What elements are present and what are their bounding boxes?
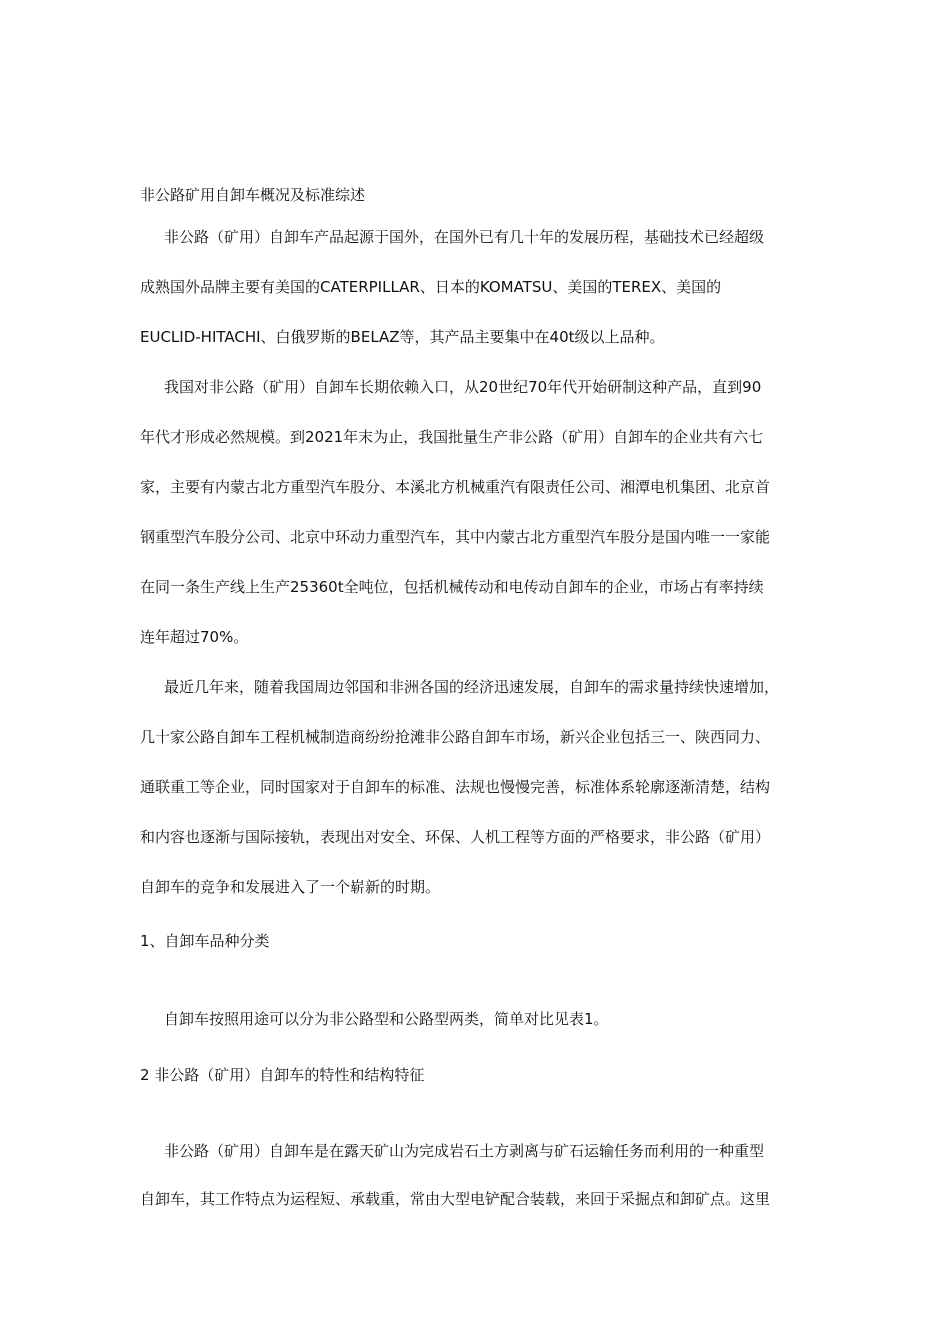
section-2-line-1: 非公路（矿用）自卸车是在露天矿山为完成岩石土方剥离与矿石运输任务而利用的一种重型 <box>164 1142 765 1160</box>
paragraph-3-line-3: 通联重工等企业，同时国家对于自卸车的标准、法规也慢慢完善，标准体系轮廓逐渐清楚，结构 <box>140 778 771 796</box>
section-1-heading: 1、自卸车品种分类 <box>140 932 270 950</box>
paragraph-2-line-3: 家，主要有内蒙古北方重型汽车股分、本溪北方机械重汽有限责任公司、湘潭电机集团、北京首 <box>140 478 771 496</box>
paragraph-2-line-2: 年代才形成必然规模。到2021年末为止，我国批量生产非公路（矿用）自卸车的企业共有六七 <box>140 428 764 446</box>
paragraph-3-line-4: 和内容也逐渐与国际接轨，表现出对安全、环保、人机工程等方面的严格要求，非公路（矿用） <box>140 828 771 846</box>
paragraph-3-line-1: 最近几年来，随着我国周边邻国和非洲各国的经济迅速发展，自卸车的需求量持续快速增加， <box>164 678 780 696</box>
paragraph-1-line-3: EUCLID-HITACHI、白俄罗斯的BELAZ等，其产品主要集中在40t级以上品种。 <box>140 328 665 346</box>
section-1-line-1: 自卸车按照用途可以分为非公路型和公路型两类，简单对比见表1。 <box>164 1010 609 1028</box>
paragraph-2-line-4: 钢重型汽车股分公司、北京中环动力重型汽车，其中内蒙古北方重型汽车股分是国内唯一一家能 <box>140 528 771 546</box>
paragraph-2-line-5: 在同一条生产线上生产25360t全吨位，包括机械传动和电传动自卸车的企业，市场占有率持续 <box>140 578 764 596</box>
paragraph-2-line-1: 我国对非公路（矿用）自卸车长期依赖入口，从20世纪70年代开始研制这种产品，直到90 <box>164 378 762 396</box>
paragraph-3-line-5: 自卸车的竞争和发展进入了一个崭新的时期。 <box>140 878 441 896</box>
section-2-line-2: 自卸车，其工作特点为运程短、承载重，常由大型电铲配合装载，来回于采掘点和卸矿点。这里 <box>140 1190 771 1208</box>
document-title: 非公路矿用自卸车概况及标准综述 <box>140 186 366 204</box>
paragraph-2-line-6: 连年超过70%。 <box>140 628 249 646</box>
paragraph-3-line-2: 几十家公路自卸车工程机械制造商纷纷抢滩非公路自卸车市场，新兴企业包括三一、陕西同力、 <box>140 728 771 746</box>
paragraph-1-line-1: 非公路（矿用）自卸车产品起源于国外，在国外已有几十年的发展历程，基础技术已经超级 <box>164 228 765 246</box>
section-2-heading: 2 非公路（矿用）自卸车的特性和结构特征 <box>140 1066 425 1084</box>
paragraph-1-line-2: 成熟国外品牌主要有美国的CATERPILLAR、日本的KOMATSU、美国的TEREX、美国的 <box>140 278 722 296</box>
